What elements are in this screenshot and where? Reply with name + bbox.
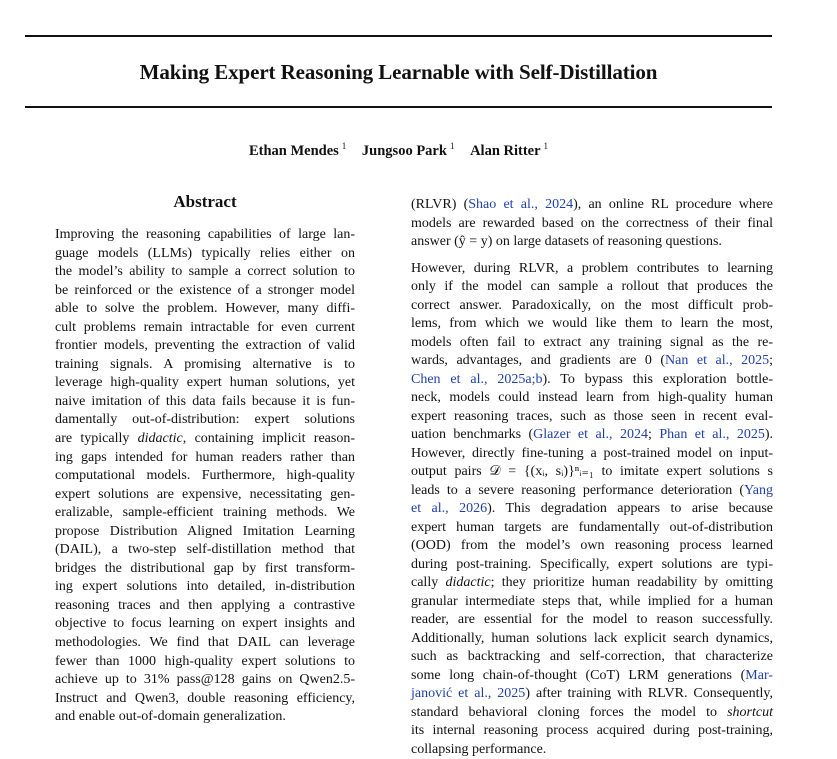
abstract-line: computational models. Furthermore, high-quality [55,467,355,486]
text-line: cally didactic; they prioritize human readability by omitting [411,574,773,593]
citation-link[interactable]: Mar- [745,668,773,683]
text-line: expert reasoning traces, such as those seen in recent eval- [411,408,773,427]
intro-paragraph-2 [411,260,773,759]
author [362,143,455,159]
text-line: Chen et al., 2025a;b). To bypass this exploration bottle- [411,371,773,390]
abstract-line: eralizable, sample-efficient training methods. We [55,504,355,523]
emphasis: shortcut [727,705,773,720]
abstract-line: Instruct and Qwen3, double reasoning efficiency, [55,690,355,709]
abstract-line: guage models (LLMs) typically relies either on [55,245,355,264]
author-affiliation: 1 [342,141,347,151]
text-line: leads to a severe reasoning performance deterioration (Yang [411,482,773,501]
abstract-line: leverage high-quality expert human solutions, yet [55,374,355,393]
text-line: models often fail to extract any training signal as the re- [411,334,773,353]
author-affiliation: 1 [450,141,455,151]
citation-link[interactable]: Yang [744,483,773,498]
abstract-line: objective to focus learning on expert insights and [55,615,355,634]
abstract-line: able to solve the problem. However, many diffi- [55,300,355,319]
abstract-line: cult problems remain intractable for even current [55,319,355,338]
citation-link[interactable]: Nan et al., 2025 [665,353,769,368]
text-line: janović et al., 2025) after training with RLVR. Consequently, [411,685,773,704]
text-line: However, during RLVR, a problem contributes to learning [411,260,773,279]
author-affiliation: 1 [544,141,549,151]
text-line: (OOD) from the model’s own reasoning process learned [411,537,773,556]
author-name: Jungsoo Park [362,143,447,159]
abstract-line: ing gaps intended for human readers rather than [55,449,355,468]
text-line: such as backtracking and self-correction, that characterize [411,648,773,667]
abstract-line: methodologies. We find that DAIL can leverage [55,634,355,653]
abstract-line: propose Distribution Aligned Imitation Learning [55,523,355,542]
abstract-line: fewer than 1000 high-quality expert solutions to [55,653,355,672]
text-line: wards, advantages, and gradients are 0 (Nan et al., 2025; [411,352,773,371]
abstract-line: achieve up to 31% pass@128 gains on Qwen2.5- [55,671,355,690]
text-line: answer (ŷ = y) on large datasets of reasoning questions. [411,233,773,252]
abstract-heading: Abstract [55,192,355,212]
citation-link[interactable]: Phan et al., 2025 [659,427,765,442]
text-line: lems, from which we would like them to learn the most, [411,315,773,334]
text-line: models are rewarded based on the correctness of their final [411,215,773,234]
text-line: collapsing performance. [411,741,773,759]
abstract-line: Improving the reasoning capabilities of large lan- [55,226,355,245]
text-line: Additionally, human solutions lack explicit search dynamics, [411,630,773,649]
text-line: (RLVR) (Shao et al., 2024), an online RL procedure where [411,196,773,215]
text-line: granular intermediate steps that, while implied for a human [411,593,773,612]
abstract-line: training signals. A promising alternative is to [55,356,355,375]
author-name: Ethan Mendes [249,143,339,159]
abstract-line: ing expert solutions into detailed, in-distribution [55,578,355,597]
citation-link[interactable]: Chen et al., 2025a;b [411,372,543,387]
text-line: only if the model can sample a rollout that produces the [411,278,773,297]
abstract-line: frontier models, preventing the extraction of valid [55,337,355,356]
author [470,143,548,159]
author-list [25,141,772,160]
title-rule-top [25,35,772,37]
text-line: some long chain-of-thought (CoT) LRM generations (Mar- [411,667,773,686]
intro-paragraph-1 [411,196,773,252]
text-line: standard behavioral cloning forces the model to shortcut [411,704,773,723]
text-line: correct answer. Paradoxically, on the most difficult prob- [411,297,773,316]
text-line: its internal reasoning process acquired during post-training, [411,722,773,741]
text-line: However, directly fine-tuning a post-trained model on input- [411,445,773,464]
emphasis: didactic [138,431,183,446]
text-line: reader, are essential for the model to reason successfully. [411,611,773,630]
text-line: output pairs 𝒟 = {(xᵢ, sᵢ)}ⁿᵢ₌₁ to imitate expert solutions s [411,463,773,482]
abstract-line: naive imitation of this data fails because it is fun- [55,393,355,412]
citation-link[interactable]: Shao et al., 2024 [468,197,573,212]
citation-link[interactable]: Glazer et al., 2024 [533,427,648,442]
text-line: during post-training. Specifically, expert solutions are typi- [411,556,773,575]
text-line: et al., 2026). This degradation appears to arise because [411,500,773,519]
abstract-line: be reinforced or the existence of a stronger model [55,282,355,301]
paper-title: Making Expert Reasoning Learnable with Self-Distillation [25,60,772,85]
text-line: expert human targets are fundamentally out-of-distribution [411,519,773,538]
abstract-line: reasoning traces and then applying a contrastive [55,597,355,616]
abstract-line: bridges the distributional gap by first transform- [55,560,355,579]
citation-link[interactable]: janović et al., 2025 [411,686,525,701]
introduction-column [411,196,773,759]
emphasis: didactic [446,575,491,590]
abstract-line: and enable out-of-domain generalization. [55,708,355,727]
text-line: uation benchmarks (Glazer et al., 2024; Phan et al., 2025). [411,426,773,445]
abstract-line: expert solutions are expensive, necessitating gen- [55,486,355,505]
citation-link[interactable]: et al., 2026 [411,501,487,516]
title-rule-bottom [25,106,772,108]
text-line: neck, models could instead learn from high-quality human [411,389,773,408]
abstract-line: (DAIL), a two-step self-distillation method that [55,541,355,560]
author-name: Alan Ritter [470,143,540,159]
abstract-line: are typically didactic, containing implicit reason- [55,430,355,449]
abstract-body [55,226,355,727]
abstract-line: damentally out-of-distribution: expert solutions [55,411,355,430]
author [249,143,346,159]
abstract-line: the model’s ability to sample a correct solution to [55,263,355,282]
